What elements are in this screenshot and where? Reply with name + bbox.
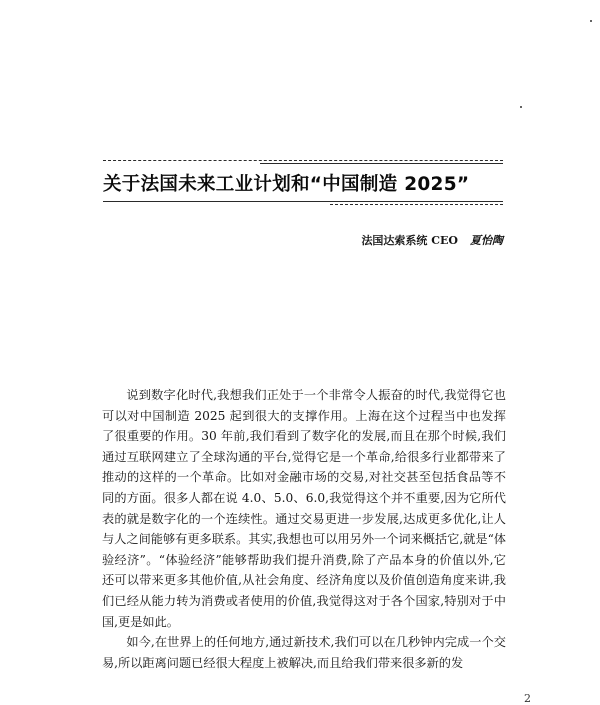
title-rule-bottom-accent bbox=[330, 204, 503, 205]
scan-speck bbox=[520, 106, 522, 108]
article-title: 关于法国未来工业计划和“中国制造 2025” bbox=[103, 174, 470, 195]
body-paragraph: 说到数字化时代,我想我们正处于一个非常令人振奋的时代,我觉得它也可以对中国制造 2025 起到很大的支撑作用。上海在这个过程当中也发挥了很重要的作用。30 年前,我们看到了数字化的发展,而且在那个时候,我们通过互联网建立了全球沟通的平台,觉得它是一个革命,给很多行业都带来了推动的这样的一个革命。比如对金融市场的交易,对社交甚至包括食品等不同的方面。很多人都在说 4.0、5.0、6.0,我觉得这个并不重要,因为它所代表的就是数字化的一个连续性。通过交易更进一步发展,达成更多优化,让人与人之间能够有更多联系。其实,我想也可以用另外一个词来概括它,就是“体验经济”。“体验经济”能够帮助我们提升消费,除了产品本身的价值以外,它还可以带来更多其他价值,从社会角度、经济角度以及价值创造角度来讲,我们已经从能力转为消费或者使用的价值,我觉得这对于各个国家,特别对于中国,更是如此。 bbox=[102, 388, 506, 629]
title-rule-top-accent bbox=[260, 163, 503, 164]
article-byline bbox=[361, 232, 503, 248]
title-rule-top bbox=[103, 160, 503, 161]
author-name: 夏怡陶 bbox=[470, 234, 503, 247]
page-number: 2 bbox=[524, 692, 531, 705]
title-rule-bottom bbox=[103, 201, 503, 202]
body-paragraph: 如今,在世界上的任何地方,通过新技术,我们可以在几秒钟内完成一个交易,所以距离问题已经很大程度上被解决,而且给我们带来很多新的发 bbox=[102, 635, 506, 670]
scan-speck bbox=[590, 20, 592, 22]
author-affiliation: 法国达索系统 CEO bbox=[361, 234, 458, 247]
article-body bbox=[102, 385, 506, 673]
